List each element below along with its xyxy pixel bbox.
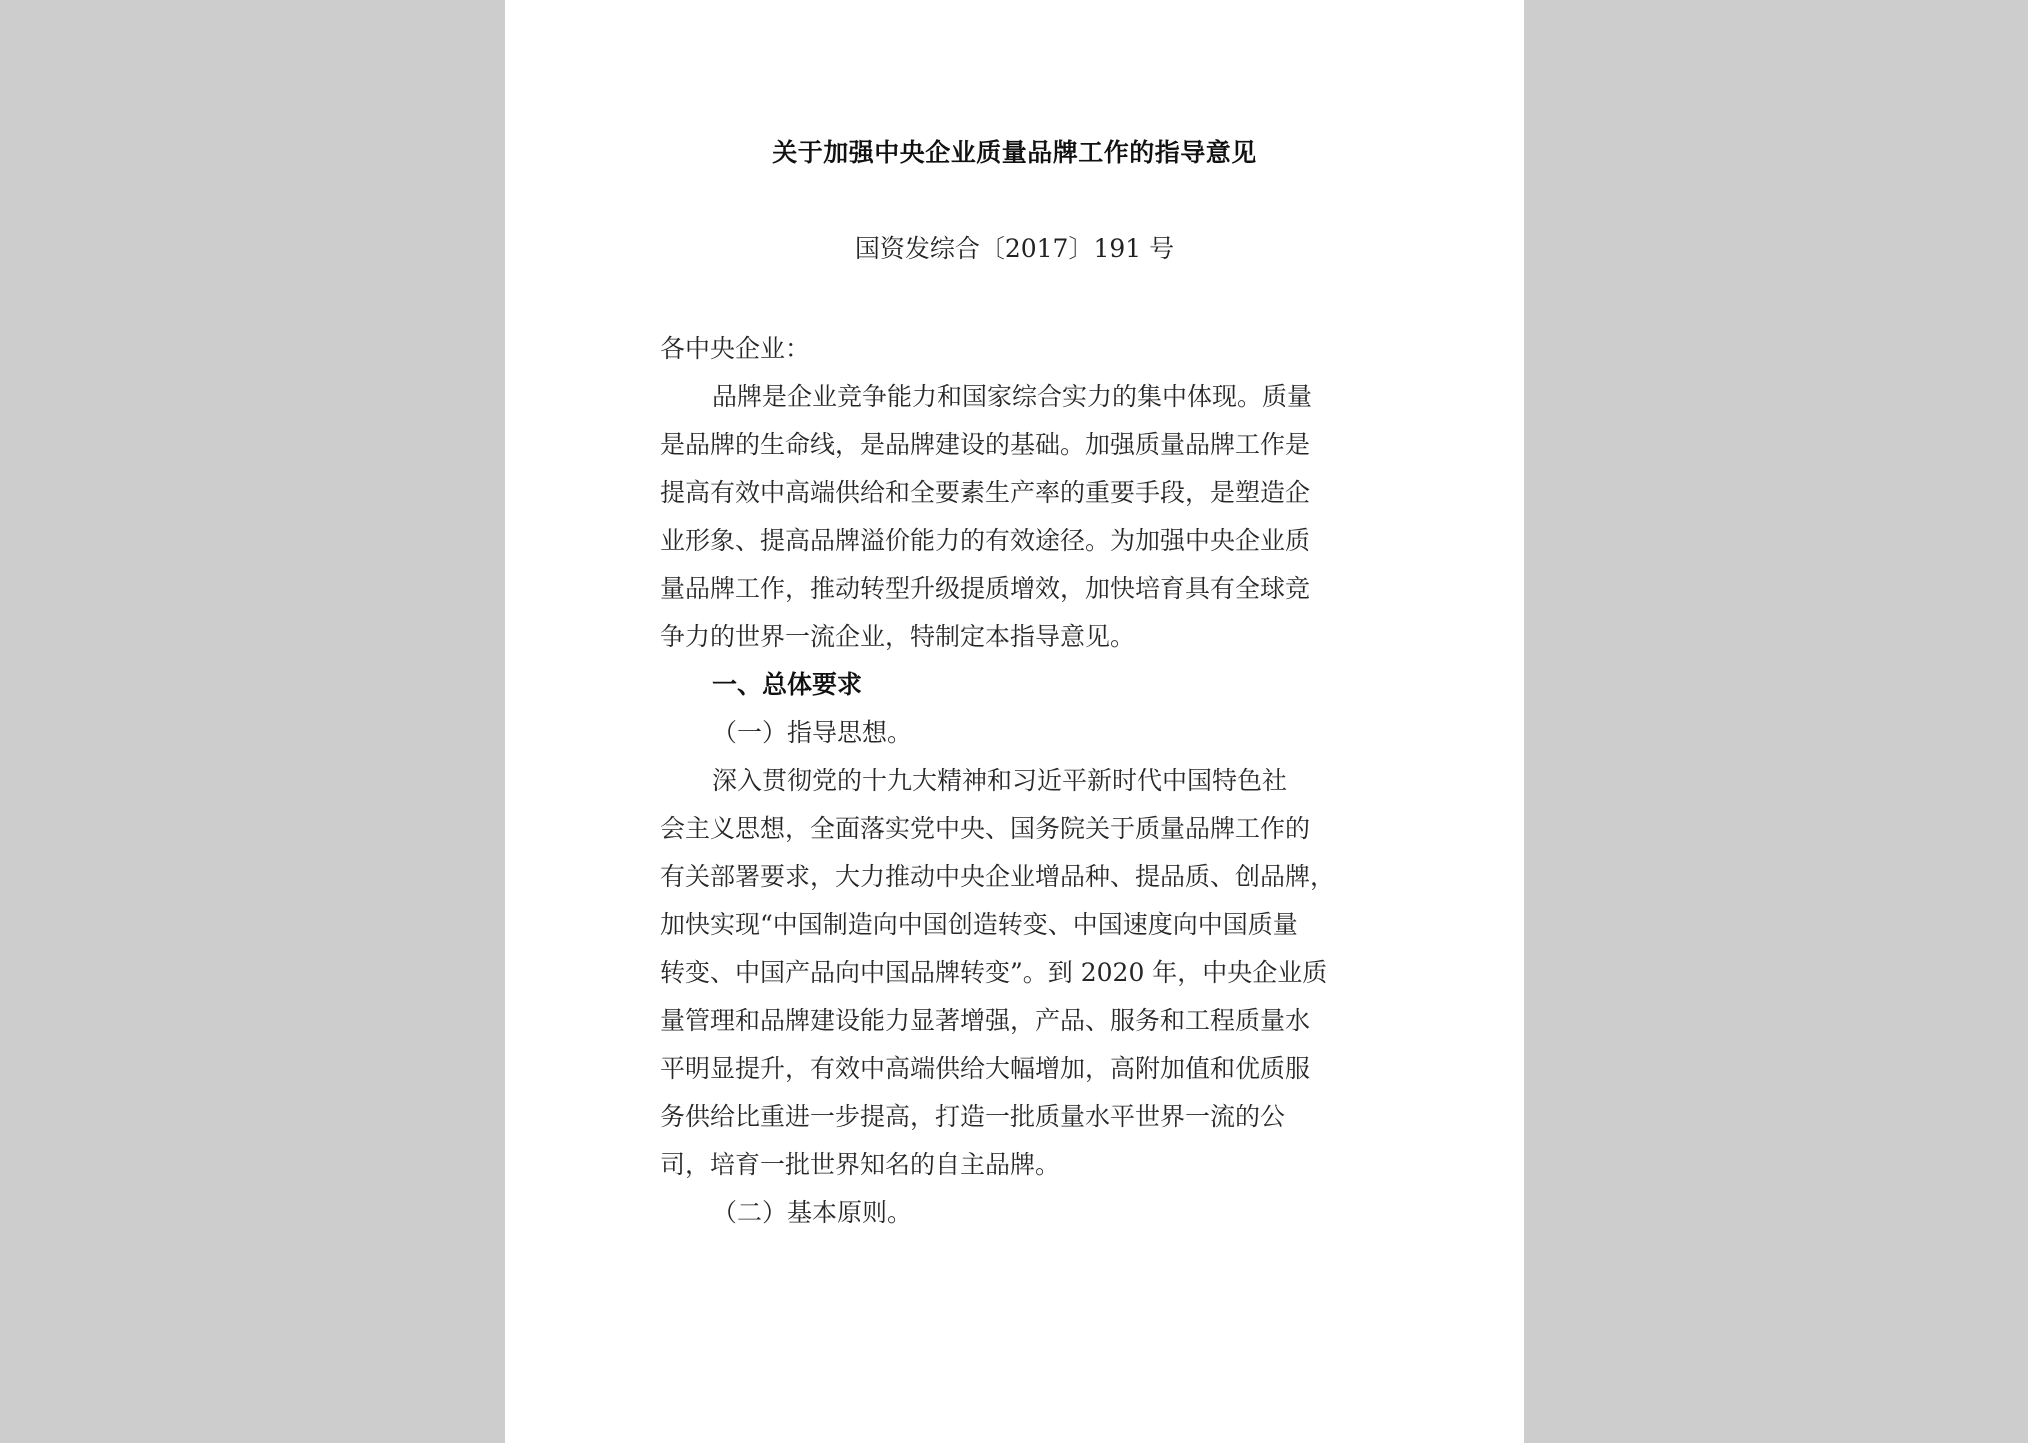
paragraph-line: 品牌是企业竞争能力和国家综合实力的集中体现。质量 bbox=[712, 382, 1313, 411]
paragraph-line: 提高有效中高端供给和全要素生产率的重要手段，是塑造企 bbox=[660, 478, 1311, 507]
paragraph-line: 会主义思想，全面落实党中央、国务院关于质量品牌工作的 bbox=[660, 814, 1311, 843]
subsection-heading: （一）指导思想。 bbox=[712, 718, 913, 747]
paragraph-line: 量品牌工作，推动转型升级提质增效，加快培育具有全球竞 bbox=[660, 574, 1311, 603]
document-number: 国资发综合〔2017〕191 号 bbox=[854, 234, 1175, 263]
paragraph-line: 有关部署要求，大力推动中央企业增品种、提品质、创品牌， bbox=[660, 862, 1336, 891]
document-title: 关于加强中央企业质量品牌工作的指导意见 bbox=[772, 138, 1257, 167]
paragraph-line: 务供给比重进一步提高，打造一批质量水平世界一流的公 bbox=[660, 1102, 1286, 1131]
paragraph-line: 加快实现“中国制造向中国创造转变、中国速度向中国质量 bbox=[660, 910, 1298, 939]
paragraph-line: 转变、中国产品向中国品牌转变”。到 2020 年，中央企业质 bbox=[660, 958, 1328, 987]
paragraph-line: 平明显提升，有效中高端供给大幅增加，高附加值和优质服 bbox=[660, 1054, 1311, 1083]
paragraph-line: 深入贯彻党的十九大精神和习近平新时代中国特色社 bbox=[712, 766, 1288, 795]
paragraph-line: 是品牌的生命线，是品牌建设的基础。加强质量品牌工作是 bbox=[660, 430, 1311, 459]
paragraph-line: 量管理和品牌建设能力显著增强，产品、服务和工程质量水 bbox=[660, 1006, 1311, 1035]
paragraph-line: 争力的世界一流企业，特制定本指导意见。 bbox=[660, 622, 1136, 651]
paragraph-line: 业形象、提高品牌溢价能力的有效途径。为加强中央企业质 bbox=[660, 526, 1311, 555]
subsection-heading: （二）基本原则。 bbox=[712, 1198, 913, 1227]
salutation: 各中央企业： bbox=[660, 334, 811, 363]
paragraph-line: 司，培育一批世界知名的自主品牌。 bbox=[660, 1150, 1061, 1179]
document-page bbox=[505, 0, 1524, 1443]
document-body bbox=[660, 325, 1380, 1237]
section-heading: 一、总体要求 bbox=[712, 670, 863, 699]
